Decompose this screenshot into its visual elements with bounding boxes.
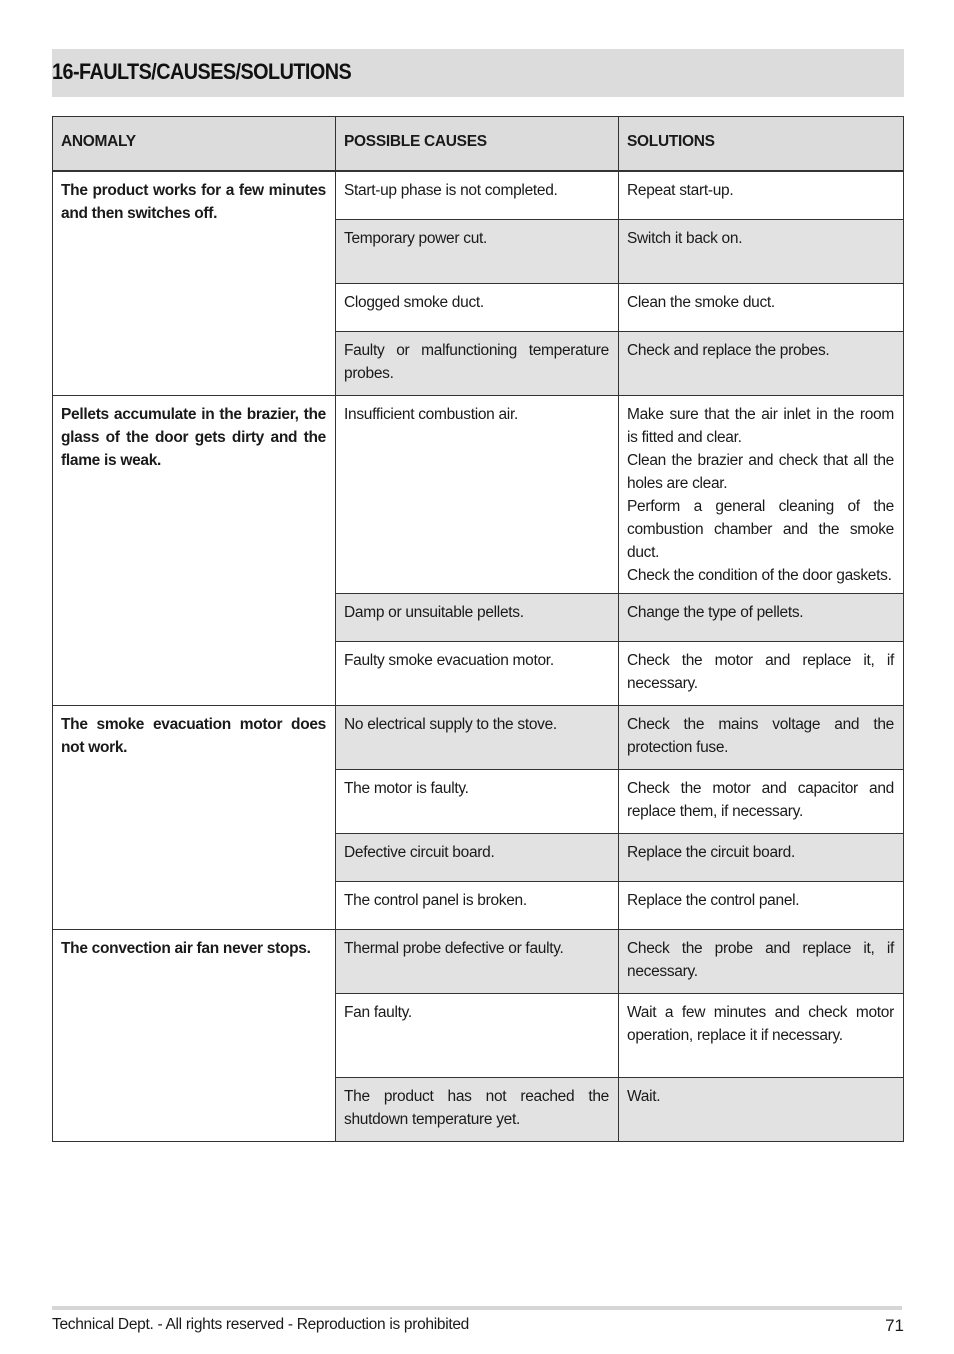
- solution-line: Check the motor and replace it, if necessary.: [627, 651, 894, 692]
- solution-line: Clean the brazier and check that all the holes are clear.: [627, 451, 894, 492]
- solution-cell: [619, 641, 904, 705]
- anomaly-cell: The convection air fan never stops.: [53, 929, 336, 1141]
- faults-table: [52, 116, 904, 1142]
- cause-cell: Damp or unsuitable pellets.: [336, 593, 619, 641]
- solution-line: Replace the circuit board.: [627, 843, 795, 861]
- solution-cell: [619, 283, 904, 331]
- section-heading-bar: [52, 49, 904, 97]
- cause-cell: The control panel is broken.: [336, 881, 619, 929]
- table-body: [53, 171, 904, 1141]
- solution-cell: [619, 929, 904, 993]
- solution-line: Change the type of pellets.: [627, 603, 804, 621]
- header-solutions: SOLUTIONS: [619, 117, 904, 172]
- solution-cell: [619, 1077, 904, 1141]
- section-heading: 16-FAULTS/CAUSES/SOLUTIONS: [52, 59, 352, 84]
- table-row: [53, 171, 904, 219]
- solution-line: Switch it back on.: [627, 229, 743, 247]
- cause-cell: Start-up phase is not completed.: [336, 171, 619, 219]
- header-possible-causes: POSSIBLE CAUSES: [336, 117, 619, 172]
- solution-line: Repeat start-up.: [627, 182, 734, 199]
- solution-line: Wait.: [627, 1087, 661, 1105]
- solution-line: Check the probe and replace it, if necessary.: [627, 939, 894, 980]
- anomaly-cell: The product works for a few minutes and then switches off.: [53, 171, 336, 395]
- anomaly-cell: The smoke evacuation motor does not work.: [53, 705, 336, 929]
- solution-cell: [619, 705, 904, 769]
- cause-cell: Temporary power cut.: [336, 219, 619, 283]
- cause-cell: Clogged smoke duct.: [336, 283, 619, 331]
- solution-line: Replace the control panel.: [627, 891, 800, 909]
- footer-rule: [52, 1306, 902, 1310]
- table-header-row: [53, 117, 904, 172]
- solution-cell: [619, 331, 904, 395]
- table-row: [53, 929, 904, 993]
- solution-line: Check the mains voltage and the protection fuse.: [627, 715, 894, 756]
- cause-cell: The motor is faulty.: [336, 769, 619, 833]
- cause-cell: The product has not reached the shutdown temperature yet.: [336, 1077, 619, 1141]
- page-number: 71: [885, 1316, 904, 1335]
- solution-line: Make sure that the air inlet in the room is fitted and clear.: [627, 405, 894, 446]
- cause-cell: Faulty smoke evacuation motor.: [336, 641, 619, 705]
- table-row: [53, 395, 904, 593]
- solution-line: Clean the smoke duct.: [627, 293, 775, 311]
- table-row: [53, 705, 904, 769]
- solution-cell: [619, 593, 904, 641]
- solution-cell: [619, 993, 904, 1077]
- cause-cell: Thermal probe defective or faulty.: [336, 929, 619, 993]
- solution-cell: [619, 881, 904, 929]
- cause-cell: Insufficient combustion air.: [336, 395, 619, 593]
- footer-copyright: Technical Dept. - All rights reserved - Reproduction is prohibited: [52, 1316, 469, 1333]
- solution-cell: [619, 833, 904, 881]
- cause-cell: Defective circuit board.: [336, 833, 619, 881]
- solution-cell: [619, 171, 904, 219]
- solution-cell: [619, 769, 904, 833]
- cause-cell: No electrical supply to the stove.: [336, 705, 619, 769]
- cause-cell: Faulty or malfunctioning temperature probes.: [336, 331, 619, 395]
- solution-cell: [619, 219, 904, 283]
- solution-line: Check the motor and capacitor and replace them, if necessary.: [627, 779, 894, 820]
- solution-cell: [619, 395, 904, 593]
- solution-line: Perform a general cleaning of the combustion chamber and the smoke duct.: [627, 497, 894, 561]
- solution-line: Check the condition of the door gaskets.: [627, 566, 892, 584]
- header-anomaly: ANOMALY: [53, 117, 336, 172]
- anomaly-cell: Pellets accumulate in the brazier, the glass of the door gets dirty and the flame is weak.: [53, 395, 336, 705]
- cause-cell: Fan faulty.: [336, 993, 619, 1077]
- solution-line: Wait a few minutes and check motor operation, replace it if necessary.: [627, 1003, 894, 1044]
- solution-line: Check and replace the probes.: [627, 341, 830, 359]
